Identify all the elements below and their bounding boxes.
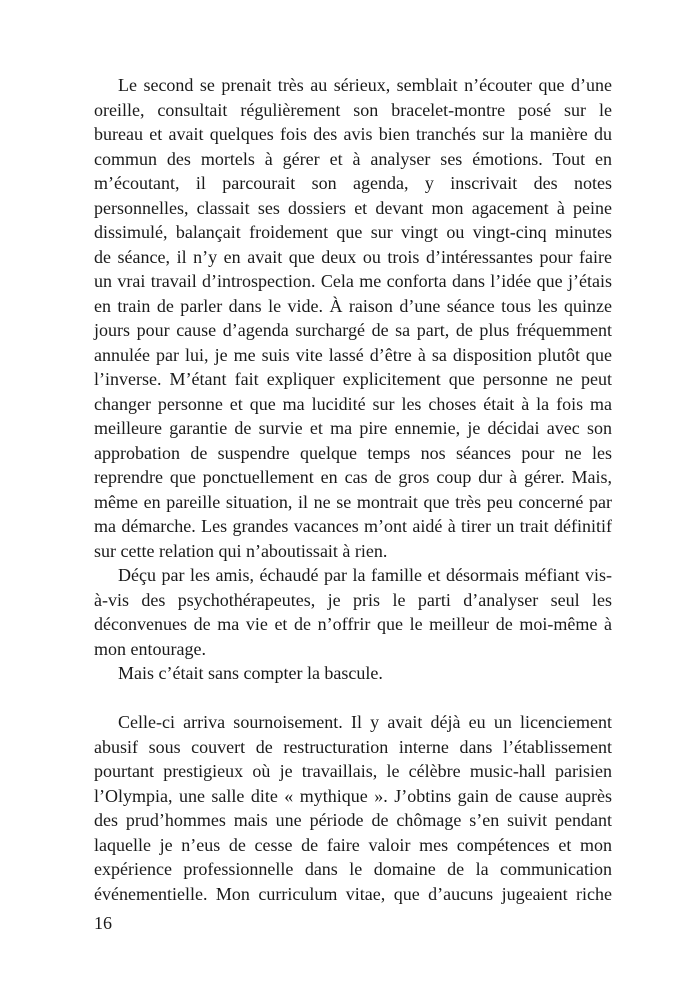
- text-line: Mais c’était sans compter la bascule.: [118, 663, 383, 683]
- text-line: Le second se prenait très au sérieux, semblait n’écouter que d’une: [118, 75, 612, 95]
- text-line: m’écoutant, il parcourait son agenda, y inscrivait des notes: [94, 173, 612, 193]
- text-line: événementielle. Mon curriculum vitae, que d’aucuns jugeaient riche: [94, 883, 612, 904]
- text-line: un vrai travail d’introspection. Cela me conforta dans l’idée que j’étais: [94, 271, 612, 291]
- text-line: pourtant prestigieux où je travaillais, le célèbre music-hall parisien: [94, 761, 612, 781]
- text-line: l’Olympia, une salle dite « mythique ». J’obtins gain de cause auprès: [94, 785, 612, 806]
- text-line: laquelle je n’eus de cesse de faire valoir mes compétences et mon: [94, 834, 612, 855]
- text-line: même en pareille situation, il ne se montrait que très peu concerné par: [94, 491, 612, 512]
- text-line: de séance, il n’y en avait que deux ou trois d’intéressantes pour faire: [94, 246, 612, 267]
- text-line: abusif sous couvert de restructuration interne dans l’établissement: [94, 736, 612, 757]
- text-line: commun des mortels à gérer et à analyser ses émotions. Tout en: [94, 148, 612, 169]
- paragraph: [94, 710, 612, 906]
- text-line: meilleure garantie de survie et ma pire ennemie, je décidai avec son: [94, 418, 612, 438]
- text-line: personnelles, classait ses dossiers et devant mon agacement à peine: [94, 197, 612, 218]
- text-line: l’inverse. M’étant fait expliquer explicitement que personne ne peut: [94, 369, 612, 389]
- paragraph: [94, 563, 612, 661]
- text-line: en train de parler dans le vide. À raison d’une séance tous les quinze: [94, 295, 612, 316]
- text-line: approbation de suspendre quelque temps nos séances pour ne les: [94, 442, 612, 463]
- text-line: oreille, consultait régulièrement son bracelet-montre posé sur le: [94, 99, 612, 120]
- text-line: déconvenues de ma vie et de n’offrir que le meilleur de moi-même à: [94, 614, 612, 634]
- paragraph: [94, 73, 612, 563]
- text-line: Déçu par les amis, échaudé par la famille et désormais méfiant vis-: [118, 565, 612, 585]
- text-line: à-vis des psychothérapeutes, je pris le parti d’analyser seul les: [94, 589, 612, 610]
- text-line: mon entourage.: [94, 638, 206, 659]
- page-number: 16: [94, 913, 112, 933]
- text-line: reprendre que ponctuellement en cas de gros coup dur à gérer. Mais,: [94, 467, 612, 487]
- text-line: bureau et avait quelques fois des avis bien tranchés sur la manière du: [94, 124, 612, 144]
- page-body: [94, 73, 612, 906]
- text-line: annulée par lui, je me suis vite lassé d’être à sa disposition plutôt que: [94, 344, 612, 365]
- text-line: ma démarche. Les grandes vacances m’ont aidé à tirer un trait définitif: [94, 516, 612, 536]
- text-line: changer personne et que ma lucidité sur les choses était à la fois ma: [94, 393, 612, 414]
- text-line: jours pour cause d’agenda surchargé de sa part, de plus fréquemment: [94, 320, 612, 340]
- text-line: dissimulé, balançait froidement que sur vingt ou vingt-cinq minutes: [94, 222, 612, 242]
- paragraph: [94, 661, 612, 686]
- text-line: expérience professionnelle dans le domaine de la communication: [94, 859, 612, 879]
- text-line: sur cette relation qui n’aboutissait à rien.: [94, 540, 388, 561]
- text-line: Celle-ci arriva sournoisement. Il y avait déjà eu un licenciement: [118, 712, 612, 732]
- text-line: des prud’hommes mais une période de chômage s’en suivit pendant: [94, 810, 612, 830]
